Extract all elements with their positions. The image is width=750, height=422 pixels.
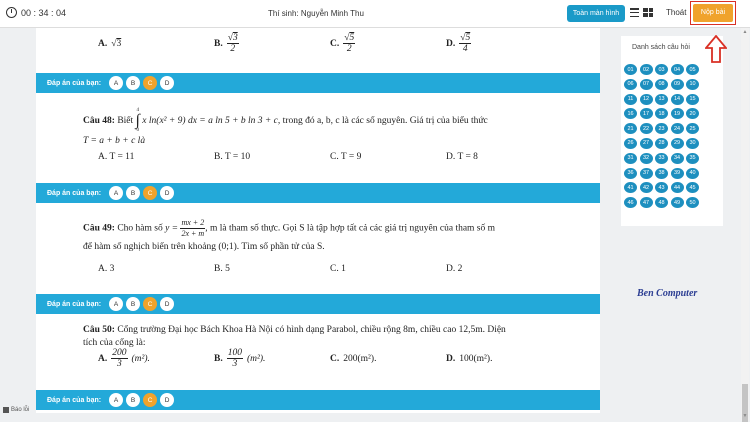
report-error-button[interactable]: Báo lỗi [3,407,29,413]
q50-option-b: B. $\frac{100}{3}$ (m²). [214,348,266,369]
question-number-22[interactable]: 22 [640,123,653,134]
exam-timer [6,7,66,18]
watermark: Ben Computer [637,288,698,299]
choice-c[interactable]: C [143,297,157,311]
question-number-38[interactable]: 38 [655,168,668,179]
scroll-up-icon[interactable]: ▲ [742,29,748,35]
answer-bar-q48 [36,183,600,203]
question-number-16[interactable]: 16 [624,108,637,119]
answer-bar-q49 [36,294,600,314]
q48-option-c: C. T = 9 [330,152,362,162]
question-number-45[interactable]: 45 [686,182,699,193]
fullscreen-button[interactable]: Toàn màn hình [567,5,625,22]
question-list-title: Danh sách câu hỏi [632,44,690,51]
integral-sign: 4 ∫ 0 [135,108,140,133]
answer-bar-q47 [36,73,600,93]
choice-b[interactable]: B [126,76,140,90]
question-number-02[interactable]: 02 [640,64,653,75]
question-number-08[interactable]: 08 [655,79,668,90]
question-number-25[interactable]: 25 [686,123,699,134]
choice-c[interactable]: C [143,393,157,407]
question-number-31[interactable]: 31 [624,153,637,164]
question-49: Câu 49: Cho hàm số y = $\frac{mx + 2}{2x + m}$ , m là tham số thực. Gọi S là tập hợp tất cả các giá trị nguyên của tham số m [83,218,496,238]
question-number-06[interactable]: 06 [624,79,637,90]
question-list-panel [621,36,723,226]
question-number-17[interactable]: 17 [640,108,653,119]
q49-option-a: A. 3 [98,264,115,274]
view-toggle [630,8,653,17]
question-number-10[interactable]: 10 [686,79,699,90]
question-number-39[interactable]: 39 [671,168,684,179]
q47-option-c: C. $\frac{√5}{2}$ [330,33,355,54]
q50-label: Câu 50: [83,325,115,335]
question-number-11[interactable]: 11 [624,94,637,105]
answer-bar-q50 [36,390,600,410]
submit-highlight-box [690,1,736,25]
question-number-24[interactable]: 24 [671,123,684,134]
list-view-icon[interactable] [630,8,639,17]
q50-options [98,348,562,369]
q49-option-b: B. 5 [214,264,230,274]
q50-option-a: A. $\frac{200}{3}$ (m²). [98,348,150,369]
question-number-23[interactable]: 23 [655,123,668,134]
choice-d[interactable]: D [160,297,174,311]
exit-button[interactable]: Thoát [666,8,687,17]
question-number-15[interactable]: 15 [686,94,699,105]
q49-option-c: C. 1 [330,264,346,274]
answer-label: Đáp án của bạn: [47,396,102,404]
question-number-21[interactable]: 21 [624,123,637,134]
q49-fraction: $\frac{mx + 2}{2x + m}$ [181,218,205,238]
question-number-07[interactable]: 07 [640,79,653,90]
q48-option-b: B. T = 10 [214,152,251,162]
question-number-20[interactable]: 20 [686,108,699,119]
question-number-35[interactable]: 35 [686,153,699,164]
question-number-44[interactable]: 44 [671,182,684,193]
choice-c[interactable]: C [143,76,157,90]
clock-icon [6,7,17,18]
q47-option-b: B. $\frac{√3}{2}$ [214,33,238,54]
choice-d[interactable]: D [160,76,174,90]
question-number-01[interactable]: 01 [624,64,637,75]
q48-options [98,152,562,162]
answer-label: Đáp án của bạn: [47,300,102,308]
choice-a[interactable]: A [109,393,123,407]
question-48: Câu 48: Biết 4 ∫ 0 x ln(x² + 9) dx = a ln 5 + b ln 3 + c, trong đó a, b, c là các số nguyên. Giá trị của biểu thức [83,108,488,133]
top-bar [0,0,750,28]
answer-label: Đáp án của bạn: [47,79,102,87]
question-number-50[interactable]: 50 [686,197,699,208]
question-number-27[interactable]: 27 [640,138,653,149]
question-panel [36,28,600,413]
question-number-34[interactable]: 34 [671,153,684,164]
question-number-grid [624,64,699,208]
question-number-32[interactable]: 32 [640,153,653,164]
question-number-33[interactable]: 33 [655,153,668,164]
question-number-47[interactable]: 47 [640,197,653,208]
question-number-41[interactable]: 41 [624,182,637,193]
question-number-49[interactable]: 49 [671,197,684,208]
q48-option-d: D. T = 8 [446,152,478,162]
q48-line2: T = a + b + c là [83,136,146,146]
question-number-48[interactable]: 48 [655,197,668,208]
answer-label: Đáp án của bạn: [47,189,102,197]
submit-button[interactable]: Nộp bài [693,4,733,22]
choice-b[interactable]: B [126,393,140,407]
question-number-40[interactable]: 40 [686,168,699,179]
q47-option-d: D. $\frac{√5}{4}$ [446,33,471,54]
choice-a[interactable]: A [109,186,123,200]
scrollbar[interactable] [741,28,749,421]
choice-b[interactable]: B [126,297,140,311]
up-arrow-icon [705,35,727,63]
question-number-09[interactable]: 09 [671,79,684,90]
q50-line2: tích của cổng là: [83,338,146,348]
q50-option-c: C. 200(m²). [330,353,377,364]
question-number-26[interactable]: 26 [624,138,637,149]
question-number-29[interactable]: 29 [671,138,684,149]
q49-line2: để hàm số nghịch biến trên khoảng (0;1). Tìm số phần tử của S. [83,242,325,252]
timer-text: 00 : 34 : 04 [21,7,67,18]
question-50: Câu 50: Cổng trường Đại học Bách Khoa Hà Nội có hình dạng Parabol, chiều rộng 8m, chiều cao 12,5m. Diện [83,325,506,335]
question-number-43[interactable]: 43 [655,182,668,193]
choice-a[interactable]: A [109,76,123,90]
question-number-46[interactable]: 46 [624,197,637,208]
q49-label: Câu 49: [83,223,115,234]
choice-b[interactable]: B [126,186,140,200]
question-number-18[interactable]: 18 [655,108,668,119]
q50-option-d: D. 100(m²). [446,353,493,364]
grid-view-icon[interactable] [643,8,653,17]
q49-options [98,264,562,274]
question-number-12[interactable]: 12 [640,94,653,105]
choice-d[interactable]: D [160,393,174,407]
flag-icon [3,407,9,413]
choice-d[interactable]: D [160,186,174,200]
question-number-13[interactable]: 13 [655,94,668,105]
question-number-04[interactable]: 04 [671,64,684,75]
q48-label: Câu 48: [83,116,115,127]
question-number-19[interactable]: 19 [671,108,684,119]
question-number-36[interactable]: 36 [624,168,637,179]
q49-option-d: D. 2 [446,264,463,274]
candidate-name: Thí sinh: Nguyễn Minh Thu [268,9,364,18]
question-number-42[interactable]: 42 [640,182,653,193]
question-number-05[interactable]: 05 [686,64,699,75]
q47-option-a: A. √3 [98,38,122,49]
question-number-14[interactable]: 14 [671,94,684,105]
question-number-03[interactable]: 03 [655,64,668,75]
question-number-30[interactable]: 30 [686,138,699,149]
choice-c[interactable]: C [143,186,157,200]
question-number-37[interactable]: 37 [640,168,653,179]
q48-option-a: A. T = 11 [98,152,135,162]
q47-options [98,33,562,54]
choice-a[interactable]: A [109,297,123,311]
question-number-28[interactable]: 28 [655,138,668,149]
scroll-down-icon[interactable]: ▼ [742,413,748,419]
